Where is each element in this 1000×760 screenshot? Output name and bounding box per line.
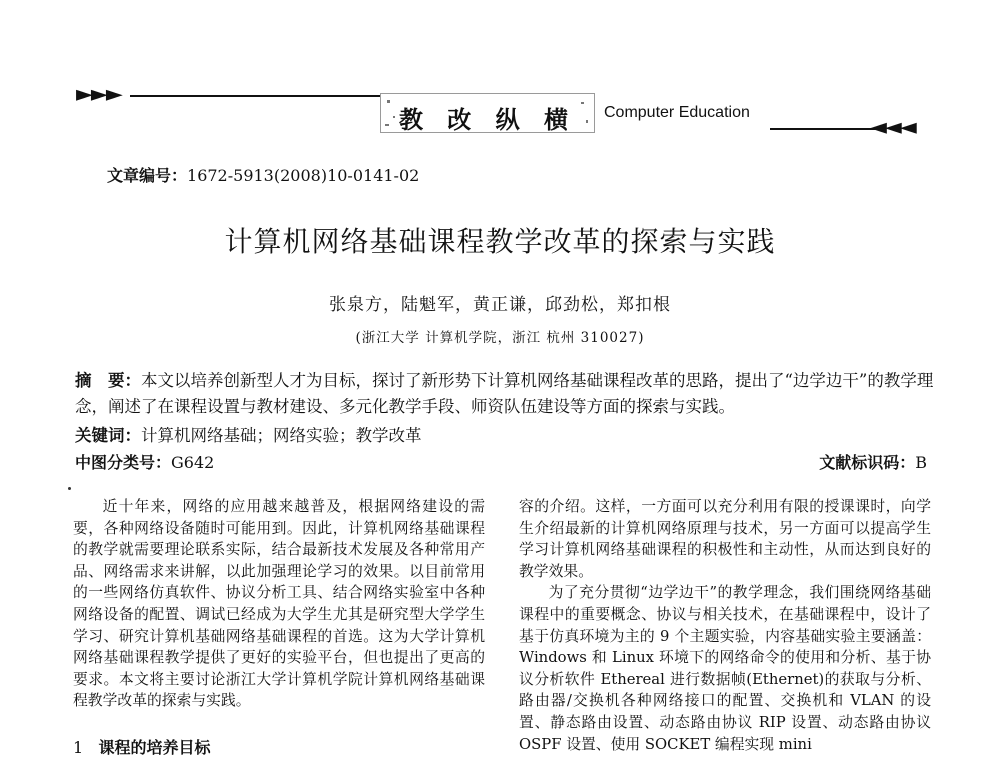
body-paragraph: 近十年来，网络的应用越来越普及，根据网络建设的需要，各种网络设备随时可能用到。因此，计算机网络基础课程的教学就需要理论联系实际，结合最新技术发展及各种常用产品、网络需求来讲解，以此加强理论学习的效果。以目前常用的一些网络仿真软件、协议分析工具、结合网络实验室中各种网络设备的配置、调试已经成为大学生尤其是研究型大学学生学习、研究计算机基础网络基础课程的首选。这为大学计算机网络基础课程教学提供了更好的实验平台，但也提出了更高的要求。本文将主要讨论浙江大学计算机学院计算机网络基础课程教学改革的探索与实践。 [73,498,485,710]
body-paragraph: 为了充分贯彻“边学边干”的教学理念，我们围绕网络基础课程中的重要概念、协议与相关技术，在基础课程中，设计了基于仿真环境为主的 9 个主题实验，内容基础实验主要涵盖：Windows 和 Linux 环境下的网络命令的使用和分析、基于协议分析软件 Ethereal 进行数据帧(Ethernet)的获取与分析、路由器/交换机各种网络接口的配置、交换机和 VLAN 的设置、静态路由设置、动态路由协议 RIP 设置、动态路由协议 OSPF 设置、使用 SOCKET 编程实现 mini [519,584,931,753]
scan-speck [68,487,71,490]
article-number-value: 1672-5913(2008)10-0141-02 [187,166,420,185]
clc-label: 中图分类号： [75,453,172,472]
column-title: 教 改 纵 横 [398,106,577,134]
article-number [107,163,419,186]
column-title-english: Computer Education [604,104,750,121]
abstract [75,368,935,420]
keywords-label: 关键词： [75,426,141,445]
left-arrows-icon: ►►► [76,82,121,107]
abstract-text: 本文以培养创新型人才为目标，探讨了新形势下计算机网络基础课程改革的思路，提出了“边学边干”的教学理念，阐述了在课程设置与教材建设、多元化教学手段、师资队伍建设等方面的探索与实践。 [75,371,934,416]
body-column-left [73,496,485,712]
keywords [75,422,422,446]
clc-value: G642 [171,453,215,472]
keywords-text: 计算机网络基础；网络实验；教学改革 [141,426,422,445]
right-arrows-icon: ◄◄◄ [870,115,915,140]
authors: 张泉方，陆魁军，黄正谦，邱劲松，郑扣根 [329,295,671,315]
document-code [819,450,927,473]
section-title: 课程的培养目标 [98,738,211,757]
header-rule-left [130,95,380,97]
clc-number [75,450,214,473]
header-rule-right [770,128,880,130]
document-code-value: B [915,453,927,472]
affiliation: (浙江大学 计算机学院，浙江 杭州 310027) [355,330,645,346]
paper-title: 计算机网络基础课程教学改革的探索与实践 [224,225,776,258]
document-code-label: 文献标识码： [819,453,916,472]
body-column-right [519,496,931,755]
section-heading [73,735,210,758]
article-number-label: 文章编号： [107,166,188,185]
section-number: 1 [73,738,84,757]
abstract-label: 摘 要： [75,371,141,390]
body-paragraph: 容的介绍。这样，一方面可以充分利用有限的授课课时，向学生介绍最新的计算机网络原理与技术，另一方面可以提高学生学习计算机网络基础课程的积极性和主动性，从而达到良好的教学效果。 [519,498,931,580]
